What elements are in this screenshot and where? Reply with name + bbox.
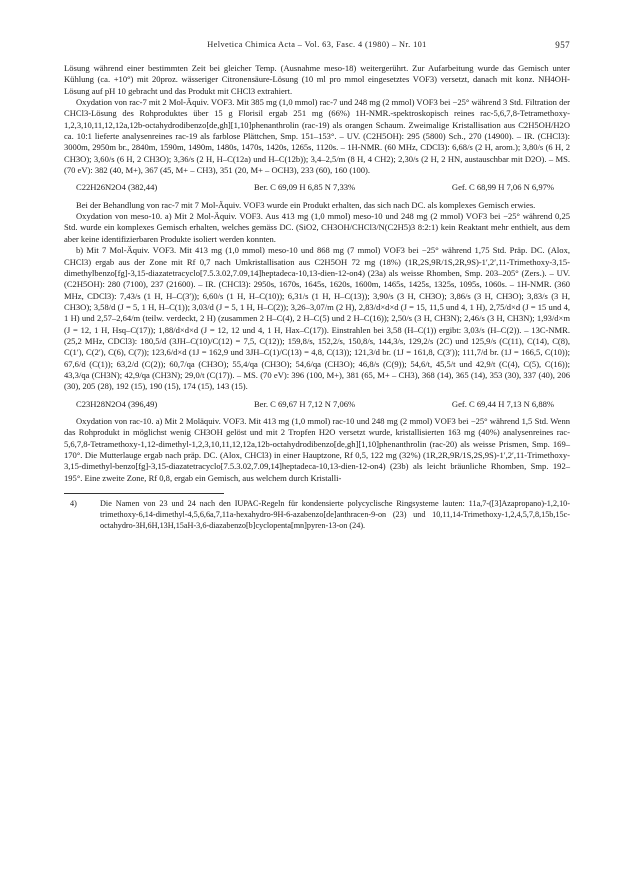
- running-header: [64, 40, 570, 56]
- paragraph: b) Mit 7 Mol-Äquiv. VOF3. Mit 413 mg (1,0 mmol) meso-10 und 868 mg (7 mmol) VOF3 bei −25° während 1,75 Std. Präp. DC. (Alox, CHCl3) ergab aus der Zone mit Rf 0,7 nach Umkristallisation aus C2H5OH 72 mg (18%) (1R,2S,9R/1S,2R,9S)-1′,2′,11-Trimethoxy-3,15-dimethylbenzo[fg]-3,15-diazatetracyclo[7.5.3.02,7.09,14]heptadeca-10,13-dien-12-on4) (23a) als weisse Rhomben, Smp. 203–205° (Zers.). – UV. (C2H5OH): 280 (7100), 237 (21600). – IR. (CHCl3): 2950s, 1670s, 1645s, 1620s, 1600m, 1465s, 1425s, 1325s, 1095s, 1060s. – 1H-NMR. (360 MHz, CDCl3): 7,43/s (1 H, H–C(3′)); 6,60/s (1 H, H–C(10)); 6,31/s (1 H, H–C(13)); 3,90/s (3 H, CH3O); 3,86/s (3 H, CH3O); 3,83/s (3 H, CH3O); 3,58/d (J = 5, 1 H, H–C(1)); 3,03/d (J = 5, 1 H, H–C(2)); 3,26–3,07/m (2 H), 2,83/d×d×d (J = 15, 11,5 und 4, 1 H), 2,75/d×d (J = 15 und 4, 1 H) und 2,57–2,64/m (teilw. verdeckt, 2 H) (zusammen 2 H–C(4), 2 H–C(5) und 2 H–C(16)); 2,50/s (3 H, CH3N); 2,46/s (3 H, CH3N); 1,93/d×m (J = 12, 1 H, Hsq–C(17)); 1,88/d×d×d (J = 12, 12 und 4, 1 H, Hax–C(17)). Einstrahlen bei 3,58 (H–C(1)) ergibt: 3,03/s (H–C(2)). – 13C-NMR. (25,2 MHz, CDCl3): 180,5/d (3JH–C(10)/C(12) = 7,5, C(12)); 159,8/s, 152,2/s, 150,8/s, 144,3/s, 129,2/s (2C) und 125,9/s (C(11), C(14), C(8), C(1′), C(2′), C(6), C(7)); 123,6/d×d (1J = 162,9 und 3JH–C(1)/C(13) = 4,8, C(13)); 121,3/d br. (1J = 161,8, C(3′)); 111,7/d br. (1J = 166,5, C(10)); 67,6/d (C(1)); 63,2/d (C(2)); 60,7/qa (CH3O); 55,4/qa (CH3O); 54,6/qa (CH3O); 46,8/s (C(9)); 54,6/t, 45,5/t und 42,9/t (C(4), C(5), C(16)); 43,3/qa (CH3N); 42,9/qa (CH3N); 29,0/t (C(17)). – MS. (70 eV): 396 (100, M+), 381 (65, M+ – CH3), 368 (14), 365 (14), 353 (30), 337 (40), 206 (30), 205 (28), 192 (15), 190 (15), 174 (15), 143 (15).: [64, 245, 570, 392]
- journal-title: Helvetica Chimica Acta – Vol. 63, Fasc. 4 (1980) – Nr. 101: [207, 40, 427, 49]
- footnote: [64, 498, 570, 531]
- formula: C23H28N2O4 (396,49): [76, 398, 158, 409]
- page-number: 957: [555, 40, 570, 50]
- found-values: Gef. C 69,44 H 7,13 N 6,88%: [451, 398, 554, 409]
- paragraph: Oxydation von rac-10. a) Mit 2 Moläquiv. VOF3. Mit 413 mg (1,0 mmol) rac-10 und 248 mg (2 mmol) VOF3 bei −25° während 1,5 Std. Wenn das Rohprodukt in möglichst wenig CH3OH gelöst und mit 2 Tropfen H2O versetzt wurde, kristallisierten 163 mg (40%) analysenreines rac-5,6,7,8-Tetramethoxy-1,12-dimethyl-1,2,3,10,11,12,12a,12b-octahydrodibenzo[de,gh][1,10]phenanthrolin (rac-20) als weisse Prismen, Smp. 169–170°. Die Mutterlauge ergab nach präp. DC. (Alox, CHCl3) in einer Hauptzone, Rf 0,5, 122 mg (32%) (1R,2R,9R/1S,2S,9S)-1′,2′,11-Trimethoxy-3,15-dimethyl-benzo[fg]-3,15-diazatetracyclo[7.5.3.02,7.09,14]heptadeca-10,13-dien-12-on4) (23b) als leicht bräunliche Rhomben, Smp. 192–195°. Eine zweite Zone, Rf 0,8, ergab ein Gemisch, aus welchem durch Kristalli-: [64, 415, 570, 483]
- calculated-values: Ber. C 69,67 H 7,12 N 7,06%: [253, 398, 356, 409]
- elemental-analysis: [64, 399, 570, 410]
- page: [64, 40, 570, 531]
- calculated-values: Ber. C 69,09 H 6,85 N 7,33%: [253, 182, 356, 193]
- paragraph: Oxydation von rac-7 mit 2 Mol-Äquiv. VOF3. Mit 385 mg (1,0 mmol) rac-7 und 248 mg (2 mmol) VOF3 bei −25° während 3 Std. Filtration der CHCl3-Lösung des Rohproduktes über 15 g Florisil ergab 251 mg (66%) 1H-NMR.-spektroskopisch reines rac-5,6,7,8-Tetramethoxy-1,2,3,10,11,12,12a,12b-octahydrodibenzo[de,gh][1,10]phenanthrolin (rac-19) als orangen Schaum. Zweimalige Kristallisation aus C2H5OH/H2O ca. 10:1 lieferte analysenreines rac-19 als farblose Plättchen, Smp. 151–153°. – UV. (C2H5OH): 295 (5800) Sch., 270 (14900). – IR. (CHCl3): 3000m, 2950m br., 2840m, 1590m, 1490m, 1480s, 1470s, 1420s, 1265s, 1120s. – 1H-NMR. (60 MHz, CDCl3): 6,68/s (2 H, arom.); 3,80/s (6 H, 2 CH3O); 3,60/s (6 H, 2 CH3O); 3,36/s (2 H, H–C(12a) und H–C(12b)); 3,4–2,5/m (8 H, 4 CH2); 2,30/s (2 H, 2 HN, austauschbar mit D2O). – MS. (70 eV): 382 (40, M+), 367 (45, M+ – CH3), 351 (20, M+ – OCH3), 233 (60), 160 (100).: [64, 97, 570, 176]
- article-body: [64, 63, 570, 531]
- paragraph: Bei der Behandlung von rac-7 mit 7 Mol-Äquiv. VOF3 wurde ein Produkt erhalten, das sich nach DC. als komplexes Gemisch erwies.: [76, 199, 536, 210]
- found-values: Gef. C 68,99 H 7,06 N 6,97%: [451, 182, 554, 193]
- paragraph: Lösung während einer bestimmten Zeit bei gleicher Temp. (Ausnahme meso-18) weitergerührt. Zur Aufarbeitung wurde das Gemisch unter Kühlung (ca. +10°) mit 20proz. wässeriger Citronensäure-Lösung (10 ml pro mmol eingesetztes VOF3) versetzt, danach mit konz. NH4OH-Lösung auf pH 10 gebracht und das Produkt mit CHCl3 extrahiert.: [64, 63, 570, 96]
- elemental-analysis: [64, 182, 570, 193]
- footnote-mark: 4): [70, 499, 77, 509]
- footnote-text: Die Namen von 23 und 24 nach den IUPAC-Regeln für kondensierte polycyclische Ringsysteme lauten: 11a,7-([3]Azapropano)-1,2,10-trimethoxy-6,14-dimethyl-4,5,6,6a,7,11a-hexahydro-9H-6-azabenzo[de]anthracen-9-on (23) und 10,11,14-Trimethoxy-1,2,4,5,7,8,15b,15c-octahydro-3H,6H,13H,15aH-3,6-diazabenzo[b]cyclopenta[mn]pyren-13-on (24).: [100, 499, 570, 531]
- paragraph: Oxydation von meso-10. a) Mit 2 Mol-Äquiv. VOF3. Aus 413 mg (1,0 mmol) meso-10 und 248 mg (2 mmol) VOF3 bei −25° während 0,25 Std. wurde ein komplexes Gemisch erhalten, welches gemäss DC. (SiO2, CH3OH/CHCl3/N(C2H5)3 8:2:1) kein Reaktant mehr enthielt, aus dem aber keine identifizierbaren Produkte isoliert werden konnten.: [64, 211, 570, 244]
- formula: C22H26N2O4 (382,44): [76, 182, 158, 193]
- footnote-divider: [64, 493, 224, 494]
